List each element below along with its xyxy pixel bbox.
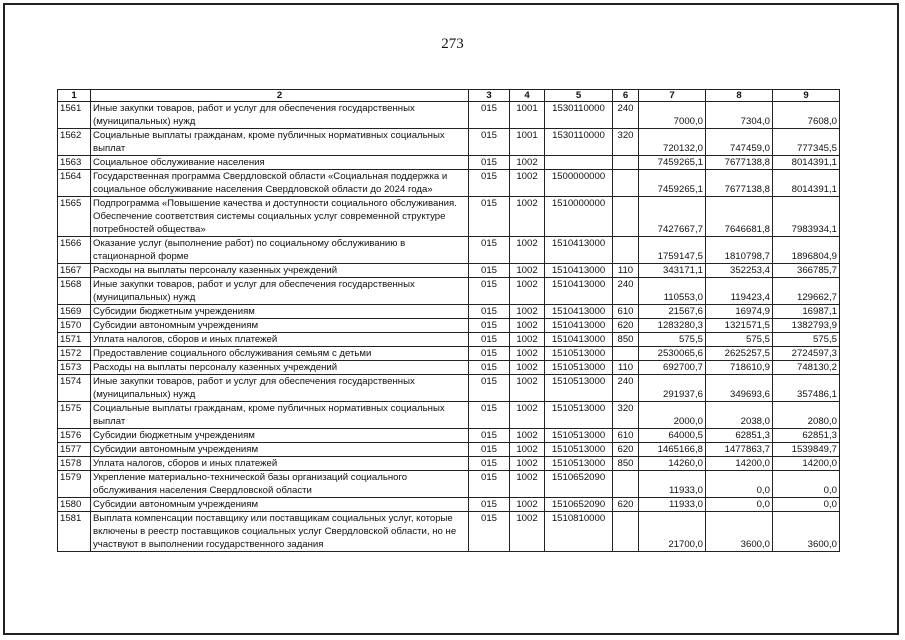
row-section-code: 1002 xyxy=(510,156,545,170)
row-expense-type xyxy=(613,347,639,361)
row-amount-col8: 7677138,8 xyxy=(706,156,773,170)
table-row xyxy=(58,129,840,156)
row-name: Социальные выплаты гражданам, кроме публичных нормативных социальных выплат xyxy=(91,129,469,156)
row-number: 1565 xyxy=(58,197,91,237)
row-expense-type xyxy=(613,471,639,498)
row-amount-col8: 0,0 xyxy=(706,471,773,498)
row-number: 1578 xyxy=(58,457,91,471)
row-number: 1572 xyxy=(58,347,91,361)
table-row xyxy=(58,305,840,319)
row-section-code: 1002 xyxy=(510,170,545,197)
table-row xyxy=(58,102,840,129)
row-ministry-code: 015 xyxy=(469,102,510,129)
row-name: Подпрограмма «Повышение качества и доступности социального обслуживания. Обеспечение соответствия системы социальных услуг современной структуре потребностей общества» xyxy=(91,197,469,237)
row-number: 1576 xyxy=(58,429,91,443)
row-name: Субсидии бюджетным учреждениям xyxy=(91,429,469,443)
row-expense-type: 320 xyxy=(613,129,639,156)
row-target-article: 1510513000 xyxy=(545,402,613,429)
row-amount-col8: 119423,4 xyxy=(706,278,773,305)
row-amount-col9: 777345,5 xyxy=(773,129,840,156)
row-name: Выплата компенсации поставщику или поставщикам социальных услуг, которые включены в реестр поставщиков социальных услуг Свердловской области, но не участвуют в выполнении государственного задания xyxy=(91,512,469,552)
row-number: 1569 xyxy=(58,305,91,319)
header-cell: 7 xyxy=(639,90,706,102)
row-target-article: 1510413000 xyxy=(545,305,613,319)
row-name: Субсидии автономным учреждениям xyxy=(91,319,469,333)
table-row xyxy=(58,443,840,457)
row-target-article: 1510413000 xyxy=(545,237,613,264)
row-amount-col8: 7646681,8 xyxy=(706,197,773,237)
row-expense-type xyxy=(613,237,639,264)
row-amount-col7: 110553,0 xyxy=(639,278,706,305)
header-cell: 2 xyxy=(91,90,469,102)
row-ministry-code: 015 xyxy=(469,347,510,361)
row-amount-col7: 1465166,8 xyxy=(639,443,706,457)
row-amount-col7: 692700,7 xyxy=(639,361,706,375)
row-amount-col7: 14260,0 xyxy=(639,457,706,471)
row-number: 1571 xyxy=(58,333,91,347)
row-expense-type: 850 xyxy=(613,457,639,471)
row-number: 1574 xyxy=(58,375,91,402)
row-number: 1577 xyxy=(58,443,91,457)
row-expense-type: 240 xyxy=(613,102,639,129)
header-cell: 4 xyxy=(510,90,545,102)
row-amount-col7: 7427667,7 xyxy=(639,197,706,237)
table-row xyxy=(58,512,840,552)
page-number: 273 xyxy=(441,36,464,52)
row-number: 1568 xyxy=(58,278,91,305)
table-row xyxy=(58,333,840,347)
row-target-article: 1510513000 xyxy=(545,361,613,375)
row-name: Предоставление социального обслуживания семьям с детьми xyxy=(91,347,469,361)
row-amount-col9: 366785,7 xyxy=(773,264,840,278)
row-number: 1581 xyxy=(58,512,91,552)
row-expense-type: 620 xyxy=(613,443,639,457)
row-section-code: 1002 xyxy=(510,457,545,471)
row-amount-col7: 1759147,5 xyxy=(639,237,706,264)
row-amount-col7: 575,5 xyxy=(639,333,706,347)
row-section-code: 1002 xyxy=(510,347,545,361)
row-section-code: 1002 xyxy=(510,375,545,402)
row-amount-col9: 8014391,1 xyxy=(773,170,840,197)
row-amount-col8: 349693,6 xyxy=(706,375,773,402)
row-amount-col8: 2038,0 xyxy=(706,402,773,429)
row-section-code: 1002 xyxy=(510,498,545,512)
row-amount-col7: 2530065,6 xyxy=(639,347,706,361)
row-target-article: 1510652090 xyxy=(545,471,613,498)
row-expense-type: 610 xyxy=(613,305,639,319)
row-name: Расходы на выплаты персоналу казенных учреждений xyxy=(91,361,469,375)
row-amount-col7: 2000,0 xyxy=(639,402,706,429)
row-target-article: 1510413000 xyxy=(545,319,613,333)
row-section-code: 1001 xyxy=(510,102,545,129)
row-amount-col9: 357486,1 xyxy=(773,375,840,402)
table-row xyxy=(58,170,840,197)
row-target-article: 1510652090 xyxy=(545,498,613,512)
row-target-article: 1530110000 xyxy=(545,102,613,129)
row-expense-type: 850 xyxy=(613,333,639,347)
row-name: Расходы на выплаты персоналу казенных учреждений xyxy=(91,264,469,278)
table-row xyxy=(58,278,840,305)
row-target-article: 1510000000 xyxy=(545,197,613,237)
row-name: Иные закупки товаров, работ и услуг для обеспечения государственных (муниципальных) нужд xyxy=(91,102,469,129)
row-ministry-code: 015 xyxy=(469,498,510,512)
row-expense-type xyxy=(613,156,639,170)
row-expense-type xyxy=(613,170,639,197)
table-row xyxy=(58,498,840,512)
row-target-article: 1510513000 xyxy=(545,375,613,402)
row-amount-col8: 718610,9 xyxy=(706,361,773,375)
header-cell: 6 xyxy=(613,90,639,102)
row-name: Субсидии автономным учреждениям xyxy=(91,443,469,457)
row-amount-col7: 7459265,1 xyxy=(639,170,706,197)
row-target-article: 1530110000 xyxy=(545,129,613,156)
table-row xyxy=(58,471,840,498)
row-name: Оказание услуг (выполнение работ) по социальному обслуживанию в стационарной форме xyxy=(91,237,469,264)
row-amount-col9: 7608,0 xyxy=(773,102,840,129)
row-ministry-code: 015 xyxy=(469,402,510,429)
row-expense-type: 110 xyxy=(613,361,639,375)
row-target-article: 1510413000 xyxy=(545,264,613,278)
row-amount-col8: 62851,3 xyxy=(706,429,773,443)
row-amount-col8: 1321571,5 xyxy=(706,319,773,333)
table-row xyxy=(58,156,840,170)
row-amount-col9: 2080,0 xyxy=(773,402,840,429)
row-ministry-code: 015 xyxy=(469,457,510,471)
row-amount-col7: 343171,1 xyxy=(639,264,706,278)
row-amount-col8: 3600,0 xyxy=(706,512,773,552)
row-target-article: 1500000000 xyxy=(545,170,613,197)
row-section-code: 1002 xyxy=(510,512,545,552)
table-row xyxy=(58,402,840,429)
row-number: 1563 xyxy=(58,156,91,170)
table-row xyxy=(58,457,840,471)
row-amount-col8: 7677138,8 xyxy=(706,170,773,197)
header-cell: 9 xyxy=(773,90,840,102)
row-section-code: 1002 xyxy=(510,197,545,237)
row-name: Уплата налогов, сборов и иных платежей xyxy=(91,457,469,471)
row-ministry-code: 015 xyxy=(469,361,510,375)
row-amount-col9: 2724597,3 xyxy=(773,347,840,361)
row-amount-col9: 14200,0 xyxy=(773,457,840,471)
header-cell: 1 xyxy=(58,90,91,102)
row-expense-type: 620 xyxy=(613,319,639,333)
budget-table xyxy=(57,89,840,552)
row-target-article: 1510413000 xyxy=(545,278,613,305)
row-section-code: 1002 xyxy=(510,361,545,375)
row-amount-col7: 11933,0 xyxy=(639,471,706,498)
row-number: 1570 xyxy=(58,319,91,333)
row-amount-col8: 575,5 xyxy=(706,333,773,347)
row-amount-col9: 575,5 xyxy=(773,333,840,347)
row-name: Иные закупки товаров, работ и услуг для обеспечения государственных (муниципальных) нужд xyxy=(91,278,469,305)
row-number: 1566 xyxy=(58,237,91,264)
row-ministry-code: 015 xyxy=(469,429,510,443)
row-target-article: 1510513000 xyxy=(545,429,613,443)
row-target-article: 1510513000 xyxy=(545,443,613,457)
row-amount-col9: 0,0 xyxy=(773,471,840,498)
row-section-code: 1002 xyxy=(510,429,545,443)
row-section-code: 1002 xyxy=(510,319,545,333)
row-expense-type: 240 xyxy=(613,375,639,402)
row-amount-col8: 0,0 xyxy=(706,498,773,512)
row-number: 1580 xyxy=(58,498,91,512)
row-target-article: 1510513000 xyxy=(545,457,613,471)
row-amount-col7: 7000,0 xyxy=(639,102,706,129)
row-amount-col9: 3600,0 xyxy=(773,512,840,552)
row-name: Укрепление материально-технической базы организаций социального обслуживания населения Свердловской области xyxy=(91,471,469,498)
row-ministry-code: 015 xyxy=(469,129,510,156)
row-target-article xyxy=(545,156,613,170)
row-name: Государственная программа Свердловской области «Социальная поддержка и социальное обслуживание населения Свердловской области до 2024 года» xyxy=(91,170,469,197)
header-cell: 8 xyxy=(706,90,773,102)
row-number: 1567 xyxy=(58,264,91,278)
table-row xyxy=(58,319,840,333)
row-ministry-code: 015 xyxy=(469,319,510,333)
row-expense-type: 110 xyxy=(613,264,639,278)
row-expense-type xyxy=(613,197,639,237)
row-number: 1573 xyxy=(58,361,91,375)
row-section-code: 1002 xyxy=(510,278,545,305)
table-row xyxy=(58,264,840,278)
row-name: Субсидии автономным учреждениям xyxy=(91,498,469,512)
row-section-code: 1002 xyxy=(510,264,545,278)
row-section-code: 1002 xyxy=(510,443,545,457)
row-number: 1579 xyxy=(58,471,91,498)
row-amount-col9: 62851,3 xyxy=(773,429,840,443)
row-amount-col7: 21700,0 xyxy=(639,512,706,552)
row-amount-col8: 747459,0 xyxy=(706,129,773,156)
row-expense-type: 620 xyxy=(613,498,639,512)
row-section-code: 1002 xyxy=(510,471,545,498)
row-amount-col8: 352253,4 xyxy=(706,264,773,278)
row-expense-type: 320 xyxy=(613,402,639,429)
row-ministry-code: 015 xyxy=(469,170,510,197)
row-number: 1562 xyxy=(58,129,91,156)
table-row xyxy=(58,347,840,361)
row-amount-col7: 64000,5 xyxy=(639,429,706,443)
row-amount-col9: 1896804,9 xyxy=(773,237,840,264)
row-ministry-code: 015 xyxy=(469,443,510,457)
row-amount-col7: 720132,0 xyxy=(639,129,706,156)
header-cell: 3 xyxy=(469,90,510,102)
row-name: Субсидии бюджетным учреждениям xyxy=(91,305,469,319)
row-amount-col8: 1477863,7 xyxy=(706,443,773,457)
row-amount-col9: 8014391,1 xyxy=(773,156,840,170)
row-section-code: 1002 xyxy=(510,402,545,429)
table-row xyxy=(58,237,840,264)
row-expense-type: 610 xyxy=(613,429,639,443)
row-section-code: 1002 xyxy=(510,305,545,319)
table-row xyxy=(58,197,840,237)
row-ministry-code: 015 xyxy=(469,237,510,264)
row-ministry-code: 015 xyxy=(469,305,510,319)
row-amount-col8: 7304,0 xyxy=(706,102,773,129)
row-name: Социальные выплаты гражданам, кроме публичных нормативных социальных выплат xyxy=(91,402,469,429)
row-amount-col9: 748130,2 xyxy=(773,361,840,375)
table-row xyxy=(58,361,840,375)
header-cell: 5 xyxy=(545,90,613,102)
row-target-article: 1510413000 xyxy=(545,333,613,347)
row-amount-col9: 1539849,7 xyxy=(773,443,840,457)
row-amount-col9: 1382793,9 xyxy=(773,319,840,333)
row-amount-col9: 0,0 xyxy=(773,498,840,512)
row-ministry-code: 015 xyxy=(469,471,510,498)
row-ministry-code: 015 xyxy=(469,156,510,170)
row-ministry-code: 015 xyxy=(469,333,510,347)
row-ministry-code: 015 xyxy=(469,197,510,237)
row-section-code: 1002 xyxy=(510,333,545,347)
row-amount-col7: 7459265,1 xyxy=(639,156,706,170)
row-section-code: 1001 xyxy=(510,129,545,156)
row-name: Уплата налогов, сборов и иных платежей xyxy=(91,333,469,347)
table-row xyxy=(58,429,840,443)
row-ministry-code: 015 xyxy=(469,278,510,305)
row-amount-col8: 16974,9 xyxy=(706,305,773,319)
row-number: 1564 xyxy=(58,170,91,197)
table-row xyxy=(58,375,840,402)
row-name: Социальное обслуживание населения xyxy=(91,156,469,170)
row-number: 1575 xyxy=(58,402,91,429)
row-amount-col8: 2625257,5 xyxy=(706,347,773,361)
row-ministry-code: 015 xyxy=(469,264,510,278)
row-number: 1561 xyxy=(58,102,91,129)
row-amount-col7: 291937,6 xyxy=(639,375,706,402)
row-amount-col7: 1283280,3 xyxy=(639,319,706,333)
row-section-code: 1002 xyxy=(510,237,545,264)
row-target-article: 1510513000 xyxy=(545,347,613,361)
row-ministry-code: 015 xyxy=(469,375,510,402)
row-amount-col8: 1810798,7 xyxy=(706,237,773,264)
row-amount-col9: 16987,1 xyxy=(773,305,840,319)
row-expense-type xyxy=(613,512,639,552)
row-name: Иные закупки товаров, работ и услуг для обеспечения государственных (муниципальных) нужд xyxy=(91,375,469,402)
row-amount-col7: 21567,6 xyxy=(639,305,706,319)
row-amount-col7: 11933,0 xyxy=(639,498,706,512)
row-amount-col8: 14200,0 xyxy=(706,457,773,471)
row-amount-col9: 129662,7 xyxy=(773,278,840,305)
row-expense-type: 240 xyxy=(613,278,639,305)
row-target-article: 1510810000 xyxy=(545,512,613,552)
row-ministry-code: 015 xyxy=(469,512,510,552)
table-header-row xyxy=(58,90,840,102)
row-amount-col9: 7983934,1 xyxy=(773,197,840,237)
